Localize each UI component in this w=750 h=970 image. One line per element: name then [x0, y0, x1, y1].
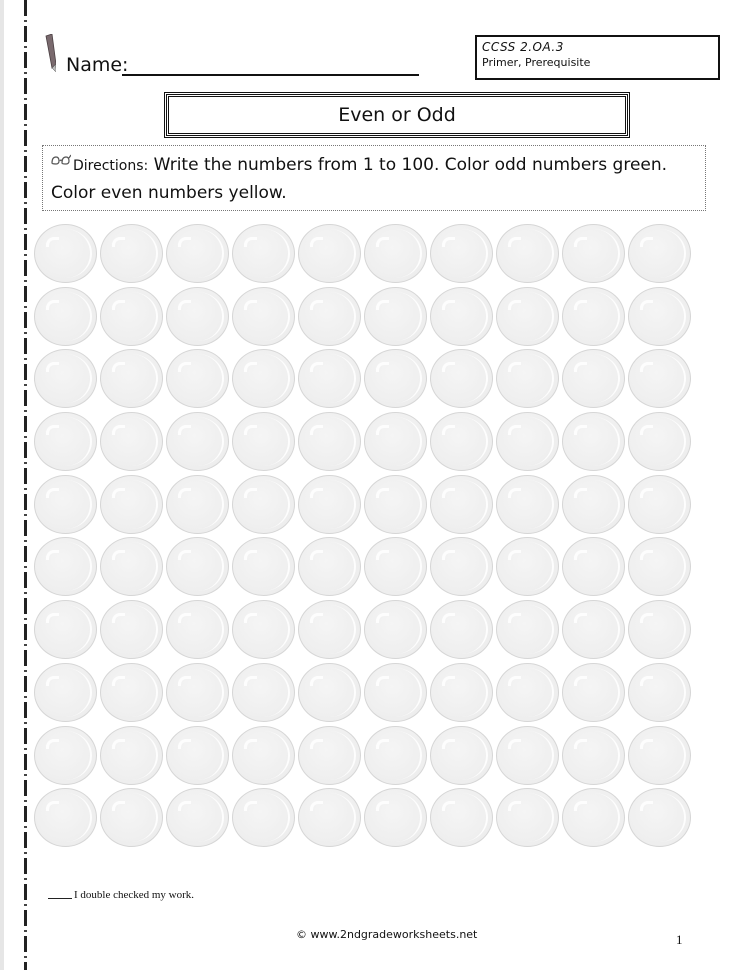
- standard-box: [475, 35, 720, 80]
- number-bubble[interactable]: [100, 224, 163, 283]
- number-bubble[interactable]: [364, 224, 427, 283]
- page-edge: [0, 0, 4, 970]
- number-bubble[interactable]: [430, 224, 493, 283]
- number-bubble[interactable]: [100, 726, 163, 785]
- number-bubble[interactable]: [628, 537, 691, 596]
- copyright-footer: © www.2ndgradeworksheets.net: [296, 928, 478, 941]
- number-bubble[interactable]: [496, 349, 559, 408]
- number-bubble[interactable]: [100, 349, 163, 408]
- cut-line-divider: [24, 0, 27, 970]
- number-bubble[interactable]: [100, 287, 163, 346]
- number-bubble[interactable]: [562, 726, 625, 785]
- number-bubble[interactable]: [430, 349, 493, 408]
- number-bubble[interactable]: [100, 600, 163, 659]
- number-bubble[interactable]: [100, 537, 163, 596]
- number-bubble[interactable]: [496, 412, 559, 471]
- number-bubble[interactable]: [232, 788, 295, 847]
- number-bubble[interactable]: [298, 537, 361, 596]
- number-bubble[interactable]: [34, 412, 97, 471]
- number-bubble[interactable]: [298, 412, 361, 471]
- number-bubble[interactable]: [562, 349, 625, 408]
- directions-label: Directions:: [73, 158, 149, 174]
- number-bubble[interactable]: [232, 600, 295, 659]
- title-box: [164, 92, 630, 138]
- number-bubble[interactable]: [496, 726, 559, 785]
- number-bubble[interactable]: [298, 475, 361, 534]
- number-bubble[interactable]: [232, 537, 295, 596]
- number-bubble[interactable]: [628, 224, 691, 283]
- number-bubble[interactable]: [34, 287, 97, 346]
- number-bubble[interactable]: [430, 726, 493, 785]
- number-bubble[interactable]: [34, 537, 97, 596]
- number-bubble[interactable]: [166, 600, 229, 659]
- number-bubble[interactable]: [232, 412, 295, 471]
- number-bubble[interactable]: [496, 600, 559, 659]
- number-bubble[interactable]: [628, 349, 691, 408]
- number-bubble[interactable]: [562, 412, 625, 471]
- name-label: Name:: [66, 54, 129, 76]
- directions-text: Write the numbers from 1 to 100. Color odd numbers green. Color even numbers yellow.: [51, 155, 668, 203]
- number-bubble[interactable]: [166, 224, 229, 283]
- number-bubble[interactable]: [166, 663, 229, 722]
- number-bubble[interactable]: [166, 287, 229, 346]
- number-bubble[interactable]: [34, 788, 97, 847]
- directions-box: [42, 145, 706, 211]
- number-bubble[interactable]: [364, 663, 427, 722]
- number-bubble[interactable]: [364, 537, 427, 596]
- number-bubble[interactable]: [562, 224, 625, 283]
- number-bubble[interactable]: [430, 600, 493, 659]
- number-bubble[interactable]: [364, 600, 427, 659]
- number-bubble[interactable]: [232, 287, 295, 346]
- number-bubble[interactable]: [496, 788, 559, 847]
- number-bubble[interactable]: [100, 412, 163, 471]
- number-bubble[interactable]: [166, 475, 229, 534]
- number-bubble[interactable]: [166, 349, 229, 408]
- number-bubble[interactable]: [562, 287, 625, 346]
- number-bubble[interactable]: [298, 349, 361, 408]
- number-bubble[interactable]: [364, 788, 427, 847]
- number-bubble[interactable]: [628, 788, 691, 847]
- number-bubble[interactable]: [496, 224, 559, 283]
- check-blank[interactable]: [48, 898, 72, 899]
- number-bubble[interactable]: [364, 475, 427, 534]
- number-bubble[interactable]: [298, 726, 361, 785]
- number-bubble[interactable]: [100, 663, 163, 722]
- number-bubble[interactable]: [430, 663, 493, 722]
- number-bubble[interactable]: [430, 412, 493, 471]
- number-bubble[interactable]: [34, 726, 97, 785]
- number-bubble[interactable]: [298, 224, 361, 283]
- number-bubble[interactable]: [364, 287, 427, 346]
- number-bubble[interactable]: [232, 663, 295, 722]
- number-bubble[interactable]: [562, 537, 625, 596]
- number-bubble[interactable]: [496, 287, 559, 346]
- number-bubble[interactable]: [232, 475, 295, 534]
- number-bubble[interactable]: [34, 475, 97, 534]
- number-bubble[interactable]: [562, 600, 625, 659]
- pencil-icon: [44, 34, 56, 72]
- number-bubble[interactable]: [298, 788, 361, 847]
- check-text: I double checked my work.: [74, 889, 195, 901]
- number-bubble[interactable]: [364, 726, 427, 785]
- number-bubble[interactable]: [34, 600, 97, 659]
- number-bubble[interactable]: [562, 663, 625, 722]
- standard-level: Primer, Prerequisite: [482, 56, 591, 69]
- standard-code: CCSS 2.OA.3: [482, 40, 564, 54]
- number-bubble[interactable]: [232, 349, 295, 408]
- number-bubble[interactable]: [232, 726, 295, 785]
- number-bubble[interactable]: [628, 412, 691, 471]
- number-bubble[interactable]: [628, 287, 691, 346]
- number-bubble[interactable]: [430, 475, 493, 534]
- number-bubble[interactable]: [100, 475, 163, 534]
- bubble-grid: [34, 224, 698, 852]
- number-bubble[interactable]: [628, 475, 691, 534]
- number-bubble[interactable]: [166, 412, 229, 471]
- number-bubble[interactable]: [496, 537, 559, 596]
- number-bubble[interactable]: [430, 537, 493, 596]
- number-bubble[interactable]: [34, 224, 97, 283]
- glasses-icon: [51, 154, 71, 166]
- number-bubble[interactable]: [166, 537, 229, 596]
- number-bubble[interactable]: [34, 663, 97, 722]
- number-bubble[interactable]: [562, 788, 625, 847]
- number-bubble[interactable]: [166, 726, 229, 785]
- page-number: 1: [676, 932, 683, 947]
- number-bubble[interactable]: [100, 788, 163, 847]
- page-title: Even or Odd: [168, 96, 626, 134]
- number-bubble[interactable]: [364, 412, 427, 471]
- number-bubble[interactable]: [364, 349, 427, 408]
- number-bubble[interactable]: [628, 663, 691, 722]
- number-bubble[interactable]: [298, 663, 361, 722]
- number-bubble[interactable]: [34, 349, 97, 408]
- number-bubble[interactable]: [496, 475, 559, 534]
- number-bubble[interactable]: [430, 788, 493, 847]
- number-bubble[interactable]: [430, 287, 493, 346]
- number-bubble[interactable]: [232, 224, 295, 283]
- name-field[interactable]: [122, 74, 419, 76]
- number-bubble[interactable]: [496, 663, 559, 722]
- number-bubble[interactable]: [166, 788, 229, 847]
- number-bubble[interactable]: [628, 600, 691, 659]
- number-bubble[interactable]: [298, 287, 361, 346]
- number-bubble[interactable]: [628, 726, 691, 785]
- number-bubble[interactable]: [562, 475, 625, 534]
- number-bubble[interactable]: [298, 600, 361, 659]
